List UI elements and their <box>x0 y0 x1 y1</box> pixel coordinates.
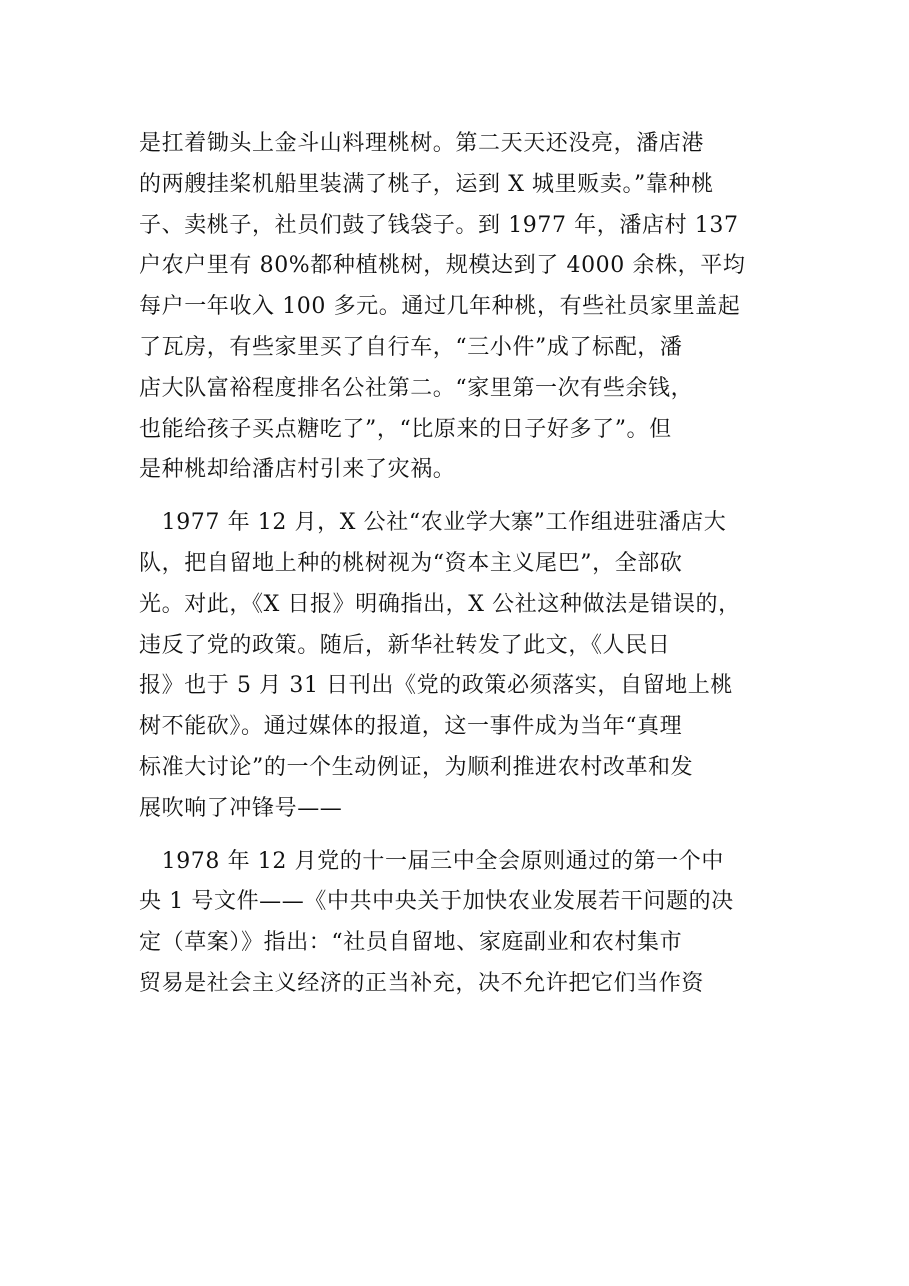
text-line: 户农户里有 80%都种植桃树，规模达到了 4000 余株，平均 <box>139 253 746 279</box>
text-line: 报》也于 5 月 31 日刊出《党的政策必须落实，自留地上桃 <box>139 673 733 699</box>
paragraph-2 <box>139 503 779 829</box>
text-line: 标准大讨论”的一个生动例证，为顺利推进农村改革和发 <box>139 754 694 780</box>
text-line: 贸易是社会主义经济的正当补充，决不允许把它们当作资 <box>139 970 705 996</box>
paragraph-spacer <box>139 830 779 842</box>
text-line: 了瓦房，有些家里买了自行车，“三小件”成了标配，潘 <box>139 334 683 360</box>
paragraph-3 <box>139 842 779 1005</box>
text-line: 是扛着锄头上金斗山料理桃树。第二天天还没亮，潘店港 <box>139 131 705 156</box>
text-line: 店大队富裕程度排名公社第二。“家里第一次有些余钱， <box>139 375 694 401</box>
text-line: 定（草案）》指出：“社员自留地、家庭副业和农村集市 <box>139 930 683 956</box>
text-line: 光。对此，《X 日报》明确指出，X 公社这种做法是错误的， <box>139 591 741 617</box>
text-line: 队，把自留地上种的桃树视为“资本主义尾巴”，全部砍 <box>139 550 683 576</box>
text-line: 是种桃却给潘店村引来了灾祸。 <box>139 457 456 483</box>
text-line: 1978 年 12 月党的十一届三中全会原则通过的第一个中 <box>139 848 724 874</box>
text-line: 的两艘挂桨机船里装满了桃子，运到 X 城里贩卖。”靠种桃 <box>139 171 714 197</box>
paragraph-1 <box>139 124 779 491</box>
paragraph-spacer <box>139 491 779 503</box>
text-line: 1977 年 12 月，X 公社“农业学大寨”工作组进驻潘店大 <box>139 510 727 536</box>
text-line: 违反了党的政策。随后，新华社转发了此文，《人民日 <box>139 632 671 658</box>
text-line: 也能给孩子买点糖吃了”，“比原来的日子好多了”。但 <box>139 416 672 442</box>
text-line: 展吹响了冲锋号—— <box>139 795 343 821</box>
document-body <box>139 124 779 1005</box>
text-line: 每户一年收入 100 多元。通过几年种桃，有些社员家里盖起 <box>139 294 741 320</box>
text-line: 树不能砍》。通过媒体的报道，这一事件成为当年“真理 <box>139 714 683 740</box>
text-line: 央 1 号文件——《中共中央关于加快农业发展若干问题的决 <box>139 889 734 915</box>
text-line: 子、卖桃子，社员们鼓了钱袋子。到 1977 年，潘店村 137 <box>139 212 739 238</box>
